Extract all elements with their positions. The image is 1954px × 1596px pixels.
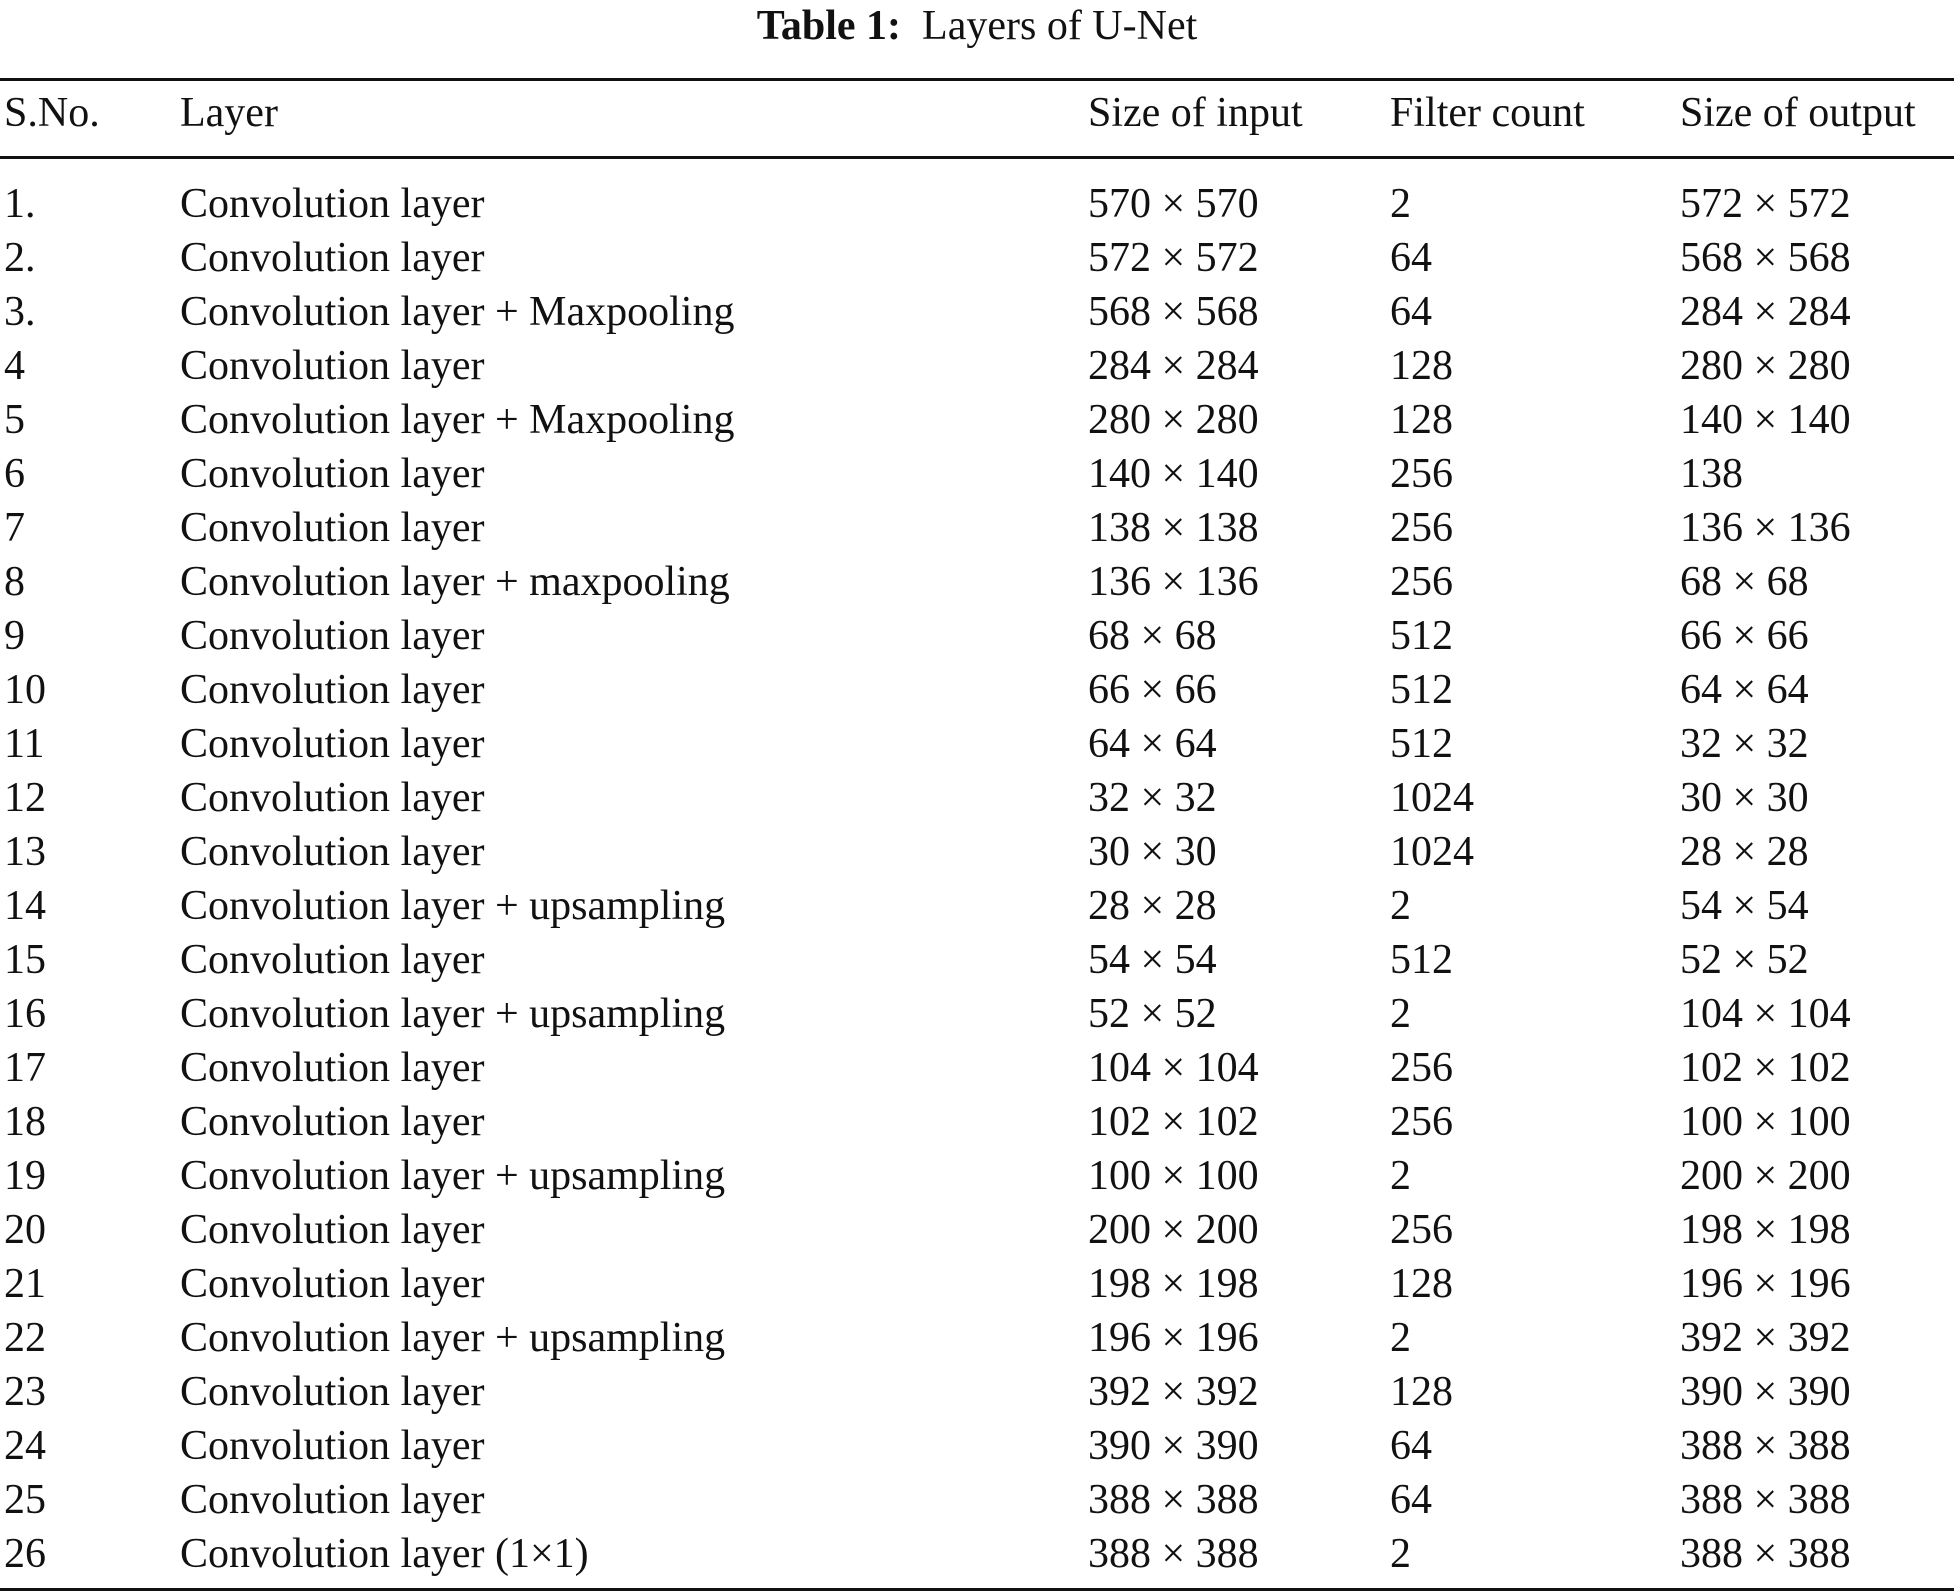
header-layer: Layer xyxy=(180,90,278,136)
cell-sno: 8 xyxy=(4,559,25,605)
cell-size-of-output: 138 xyxy=(1680,451,1743,497)
cell-size-of-input: 200 × 200 xyxy=(1088,1207,1259,1253)
cell-filter-count: 128 xyxy=(1390,1261,1453,1307)
cell-size-of-input: 198 × 198 xyxy=(1088,1261,1259,1307)
cell-filter-count: 1024 xyxy=(1390,775,1474,821)
cell-filter-count: 256 xyxy=(1390,1099,1453,1145)
table-row xyxy=(0,177,1954,231)
cell-size-of-input: 66 × 66 xyxy=(1088,667,1217,713)
cell-size-of-output: 54 × 54 xyxy=(1680,883,1809,929)
table-row xyxy=(0,1257,1954,1311)
cell-size-of-output: 64 × 64 xyxy=(1680,667,1809,713)
cell-sno: 23 xyxy=(4,1369,46,1415)
table-row xyxy=(0,1095,1954,1149)
cell-layer: Convolution layer xyxy=(180,1477,485,1523)
header-rule xyxy=(0,156,1954,159)
cell-sno: 12 xyxy=(4,775,46,821)
cell-sno: 1. xyxy=(4,181,36,227)
cell-size-of-input: 392 × 392 xyxy=(1088,1369,1259,1415)
cell-size-of-input: 68 × 68 xyxy=(1088,613,1217,659)
cell-size-of-input: 284 × 284 xyxy=(1088,343,1259,389)
table-header-row xyxy=(0,86,1954,140)
table-row xyxy=(0,771,1954,825)
cell-sno: 11 xyxy=(4,721,45,767)
cell-size-of-output: 104 × 104 xyxy=(1680,991,1851,1037)
cell-size-of-output: 198 × 198 xyxy=(1680,1207,1851,1253)
cell-layer: Convolution layer xyxy=(180,1045,485,1091)
cell-layer: Convolution layer xyxy=(180,1423,485,1469)
cell-sno: 2. xyxy=(4,235,36,281)
cell-size-of-output: 280 × 280 xyxy=(1680,343,1851,389)
table-row xyxy=(0,447,1954,501)
cell-layer: Convolution layer + upsampling xyxy=(180,991,726,1037)
cell-layer: Convolution layer xyxy=(180,343,485,389)
cell-filter-count: 256 xyxy=(1390,451,1453,497)
cell-layer: Convolution layer xyxy=(180,937,485,983)
cell-sno: 15 xyxy=(4,937,46,983)
header-size-of-input: Size of input xyxy=(1088,90,1303,136)
cell-size-of-input: 136 × 136 xyxy=(1088,559,1259,605)
cell-sno: 3. xyxy=(4,289,36,335)
cell-size-of-input: 32 × 32 xyxy=(1088,775,1217,821)
table-row xyxy=(0,1149,1954,1203)
cell-size-of-output: 28 × 28 xyxy=(1680,829,1809,875)
cell-size-of-output: 66 × 66 xyxy=(1680,613,1809,659)
cell-filter-count: 128 xyxy=(1390,397,1453,443)
cell-layer: Convolution layer + upsampling xyxy=(180,1315,726,1361)
cell-size-of-input: 52 × 52 xyxy=(1088,991,1217,1037)
cell-size-of-input: 390 × 390 xyxy=(1088,1423,1259,1469)
table-row xyxy=(0,1311,1954,1365)
cell-sno: 22 xyxy=(4,1315,46,1361)
cell-layer: Convolution layer xyxy=(180,829,485,875)
cell-filter-count: 1024 xyxy=(1390,829,1474,875)
cell-layer: Convolution layer xyxy=(180,505,485,551)
cell-size-of-output: 390 × 390 xyxy=(1680,1369,1851,1415)
cell-sno: 24 xyxy=(4,1423,46,1469)
cell-layer: Convolution layer (1×1) xyxy=(180,1531,589,1577)
cell-filter-count: 512 xyxy=(1390,667,1453,713)
caption-label: Table 1: xyxy=(756,3,902,49)
table-row xyxy=(0,609,1954,663)
cell-size-of-input: 30 × 30 xyxy=(1088,829,1217,875)
cell-sno: 17 xyxy=(4,1045,46,1091)
cell-size-of-input: 64 × 64 xyxy=(1088,721,1217,767)
cell-sno: 5 xyxy=(4,397,25,443)
cell-size-of-output: 284 × 284 xyxy=(1680,289,1851,335)
cell-size-of-input: 138 × 138 xyxy=(1088,505,1259,551)
cell-size-of-output: 568 × 568 xyxy=(1680,235,1851,281)
header-sno: S.No. xyxy=(4,90,100,136)
cell-size-of-output: 136 × 136 xyxy=(1680,505,1851,551)
cell-size-of-output: 52 × 52 xyxy=(1680,937,1809,983)
cell-size-of-output: 388 × 388 xyxy=(1680,1531,1851,1577)
cell-filter-count: 2 xyxy=(1390,991,1411,1037)
cell-size-of-input: 140 × 140 xyxy=(1088,451,1259,497)
cell-size-of-input: 28 × 28 xyxy=(1088,883,1217,929)
cell-layer: Convolution layer + Maxpooling xyxy=(180,397,735,443)
cell-filter-count: 256 xyxy=(1390,505,1453,551)
cell-size-of-output: 572 × 572 xyxy=(1680,181,1851,227)
cell-layer: Convolution layer xyxy=(180,721,485,767)
cell-filter-count: 64 xyxy=(1390,235,1432,281)
cell-layer: Convolution layer + upsampling xyxy=(180,1153,726,1199)
cell-filter-count: 64 xyxy=(1390,1423,1432,1469)
cell-filter-count: 512 xyxy=(1390,613,1453,659)
cell-size-of-input: 54 × 54 xyxy=(1088,937,1217,983)
cell-layer: Convolution layer xyxy=(180,775,485,821)
table-row xyxy=(0,501,1954,555)
cell-size-of-input: 102 × 102 xyxy=(1088,1099,1259,1145)
table-row xyxy=(0,933,1954,987)
cell-size-of-output: 102 × 102 xyxy=(1680,1045,1851,1091)
cell-size-of-output: 100 × 100 xyxy=(1680,1099,1851,1145)
cell-size-of-input: 196 × 196 xyxy=(1088,1315,1259,1361)
table-row xyxy=(0,1041,1954,1095)
cell-sno: 25 xyxy=(4,1477,46,1523)
cell-size-of-output: 32 × 32 xyxy=(1680,721,1809,767)
header-size-of-output: Size of output xyxy=(1680,90,1916,136)
cell-filter-count: 2 xyxy=(1390,1153,1411,1199)
cell-size-of-output: 388 × 388 xyxy=(1680,1423,1851,1469)
cell-size-of-output: 30 × 30 xyxy=(1680,775,1809,821)
cell-filter-count: 256 xyxy=(1390,1207,1453,1253)
cell-sno: 4 xyxy=(4,343,25,389)
table-row xyxy=(0,393,1954,447)
table-row xyxy=(0,717,1954,771)
cell-sno: 19 xyxy=(4,1153,46,1199)
table-row xyxy=(0,1527,1954,1581)
cell-filter-count: 2 xyxy=(1390,1531,1411,1577)
cell-filter-count: 2 xyxy=(1390,883,1411,929)
cell-filter-count: 2 xyxy=(1390,1315,1411,1361)
cell-size-of-output: 200 × 200 xyxy=(1680,1153,1851,1199)
cell-size-of-output: 68 × 68 xyxy=(1680,559,1809,605)
cell-sno: 6 xyxy=(4,451,25,497)
cell-size-of-input: 572 × 572 xyxy=(1088,235,1259,281)
cell-size-of-output: 388 × 388 xyxy=(1680,1477,1851,1523)
table-row xyxy=(0,1473,1954,1527)
cell-size-of-input: 388 × 388 xyxy=(1088,1477,1259,1523)
cell-sno: 20 xyxy=(4,1207,46,1253)
table-row xyxy=(0,339,1954,393)
top-rule xyxy=(0,78,1954,81)
table-row xyxy=(0,825,1954,879)
cell-layer: Convolution layer xyxy=(180,613,485,659)
table-row xyxy=(0,1419,1954,1473)
cell-layer: Convolution layer + maxpooling xyxy=(180,559,730,605)
cell-size-of-input: 568 × 568 xyxy=(1088,289,1259,335)
cell-filter-count: 512 xyxy=(1390,721,1453,767)
cell-filter-count: 2 xyxy=(1390,181,1411,227)
table-row xyxy=(0,1203,1954,1257)
table-caption xyxy=(0,2,1954,50)
bottom-rule xyxy=(0,1588,1954,1591)
table-row xyxy=(0,663,1954,717)
table-row xyxy=(0,285,1954,339)
cell-layer: Convolution layer + upsampling xyxy=(180,883,726,929)
cell-sno: 16 xyxy=(4,991,46,1037)
cell-filter-count: 64 xyxy=(1390,1477,1432,1523)
cell-size-of-output: 196 × 196 xyxy=(1680,1261,1851,1307)
cell-layer: Convolution layer xyxy=(180,667,485,713)
cell-filter-count: 128 xyxy=(1390,343,1453,389)
cell-layer: Convolution layer xyxy=(180,181,485,227)
table-row xyxy=(0,879,1954,933)
cell-sno: 21 xyxy=(4,1261,46,1307)
cell-size-of-output: 140 × 140 xyxy=(1680,397,1851,443)
cell-sno: 9 xyxy=(4,613,25,659)
cell-layer: Convolution layer xyxy=(180,451,485,497)
cell-size-of-input: 280 × 280 xyxy=(1088,397,1259,443)
header-filter-count: Filter count xyxy=(1390,90,1585,136)
cell-filter-count: 512 xyxy=(1390,937,1453,983)
cell-size-of-input: 570 × 570 xyxy=(1088,181,1259,227)
cell-layer: Convolution layer xyxy=(180,1099,485,1145)
cell-filter-count: 256 xyxy=(1390,1045,1453,1091)
cell-sno: 18 xyxy=(4,1099,46,1145)
cell-filter-count: 256 xyxy=(1390,559,1453,605)
table-row xyxy=(0,555,1954,609)
cell-size-of-input: 100 × 100 xyxy=(1088,1153,1259,1199)
cell-sno: 26 xyxy=(4,1531,46,1577)
cell-sno: 14 xyxy=(4,883,46,929)
cell-sno: 10 xyxy=(4,667,46,713)
cell-layer: Convolution layer xyxy=(180,1369,485,1415)
cell-size-of-input: 104 × 104 xyxy=(1088,1045,1259,1091)
cell-sno: 7 xyxy=(4,505,25,551)
table-row xyxy=(0,1365,1954,1419)
cell-layer: Convolution layer xyxy=(180,235,485,281)
table-row xyxy=(0,987,1954,1041)
cell-size-of-input: 388 × 388 xyxy=(1088,1531,1259,1577)
cell-filter-count: 128 xyxy=(1390,1369,1453,1415)
cell-layer: Convolution layer xyxy=(180,1207,485,1253)
cell-layer: Convolution layer xyxy=(180,1261,485,1307)
cell-sno: 13 xyxy=(4,829,46,875)
cell-filter-count: 64 xyxy=(1390,289,1432,335)
cell-layer: Convolution layer + Maxpooling xyxy=(180,289,735,335)
caption-title: Layers of U-Net xyxy=(922,3,1198,49)
cell-size-of-output: 392 × 392 xyxy=(1680,1315,1851,1361)
table-row xyxy=(0,231,1954,285)
